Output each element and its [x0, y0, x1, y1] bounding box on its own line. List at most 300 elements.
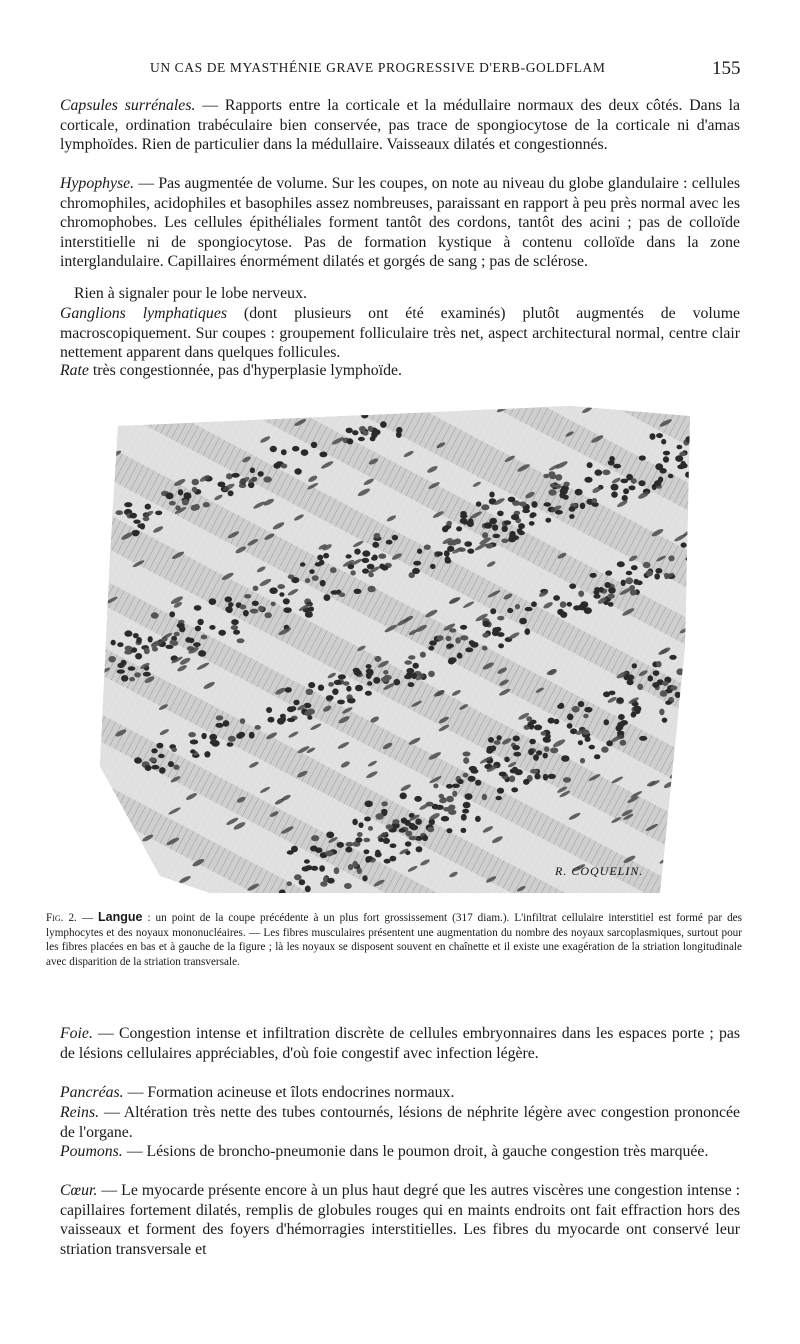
cell-nucleus — [482, 794, 487, 801]
paragraph-foie — [60, 1024, 740, 1063]
cell-nucleus — [347, 698, 353, 703]
cell-nucleus — [346, 428, 353, 434]
cell-nucleus — [166, 493, 174, 500]
cell-nucleus — [428, 646, 434, 651]
cell-nucleus — [250, 609, 258, 614]
cell-nucleus — [414, 796, 422, 802]
cell-nucleus — [285, 687, 292, 693]
cell-nucleus — [550, 747, 558, 753]
cell-nucleus — [190, 740, 198, 745]
cell-nucleus — [324, 594, 331, 601]
paragraph-body: — Pas augmentée de volume. Sur les coupes, on note au niveau du globe glandulaire : cellules chromophiles, acidophiles et basophiles assez nombreuses, paraissant en rapport à peu près normal avec les chromophobes. Les cellules épithéliales forment tantôt des cordons, tantôt des acini ; pas de colloïde interstitielle ni de spongiocytose. Pas de formation kystique à contenu colloïde dans la zone interglandulaire. Capillaires énormément dilatés et gorgés de sang ; pas de sclérose. — [60, 175, 740, 270]
cell-nucleus — [197, 619, 203, 625]
cell-nucleus — [658, 477, 663, 483]
cell-nucleus — [286, 881, 292, 886]
cell-nucleus — [463, 752, 471, 757]
cell-nucleus — [569, 506, 576, 512]
paragraph-lead: Foie. — [60, 1025, 93, 1042]
cell-nucleus — [332, 688, 338, 695]
cell-nucleus — [482, 532, 488, 538]
cell-nucleus — [362, 558, 370, 563]
cell-nucleus — [617, 561, 625, 567]
cell-nucleus — [231, 473, 239, 478]
cell-nucleus — [515, 604, 520, 609]
cell-nucleus — [266, 707, 272, 713]
cell-nucleus — [626, 571, 633, 575]
cell-nucleus — [584, 707, 592, 713]
cell-nucleus — [390, 856, 397, 862]
cell-nucleus — [182, 499, 189, 505]
cell-nucleus — [378, 554, 386, 559]
cell-nucleus — [292, 446, 299, 452]
cell-nucleus — [381, 801, 388, 806]
cell-nucleus — [534, 773, 540, 779]
cell-nucleus — [578, 591, 584, 597]
cell-nucleus — [368, 586, 376, 593]
cell-nucleus — [343, 681, 350, 685]
cell-nucleus — [662, 718, 668, 723]
cell-nucleus — [354, 589, 362, 594]
cell-nucleus — [483, 621, 490, 627]
cell-nucleus — [648, 675, 654, 681]
cell-nucleus — [544, 746, 549, 752]
cell-nucleus — [287, 706, 295, 712]
cell-nucleus — [358, 437, 365, 441]
sarcoplasmic-nucleus — [671, 774, 682, 782]
cell-nucleus — [312, 575, 319, 581]
cell-nucleus — [283, 607, 291, 613]
cell-nucleus — [223, 720, 230, 727]
cell-nucleus — [143, 517, 150, 522]
cell-nucleus — [111, 640, 116, 646]
cell-nucleus — [573, 605, 580, 610]
cell-nucleus — [631, 478, 637, 484]
cell-nucleus — [545, 734, 550, 739]
cell-nucleus — [156, 743, 163, 749]
cell-nucleus — [605, 570, 612, 575]
cell-nucleus — [496, 735, 501, 740]
paragraph-body: — Rapports entre la corticale et la médullaire normaux des deux côtés. Dans la corticale, ordination trabéculaire bien conservée, pas trace de spongiocytose de la corticale ni d'amas lymphoïdes. Rien de particulier dans la médullaire. Vaisseaux dilatés et congestionnés. — [60, 97, 740, 153]
cell-nucleus — [496, 796, 502, 800]
cell-nucleus — [526, 716, 532, 721]
cell-nucleus — [396, 432, 402, 438]
cell-nucleus — [549, 474, 556, 479]
cell-nucleus — [681, 542, 687, 547]
cell-nucleus — [109, 656, 116, 662]
cell-nucleus — [530, 769, 538, 774]
cell-nucleus — [631, 712, 637, 718]
cell-nucleus — [464, 541, 472, 547]
paragraph-body: — Altération très nette des tubes contournés, lésions de néphrite légère avec congestion prononcée de l'organe. — [60, 1104, 740, 1141]
cell-nucleus — [253, 586, 259, 591]
cell-nucleus — [497, 616, 504, 621]
cell-nucleus — [580, 503, 586, 510]
cell-nucleus — [304, 859, 310, 863]
cell-nucleus — [590, 573, 597, 578]
cell-nucleus — [392, 535, 398, 541]
cell-nucleus — [209, 625, 215, 630]
cell-nucleus — [638, 480, 645, 486]
tongue-section-illustration — [100, 406, 692, 893]
cell-nucleus — [124, 630, 132, 636]
cell-nucleus — [354, 549, 360, 555]
cell-nucleus — [390, 843, 397, 848]
cell-nucleus — [374, 533, 381, 539]
cell-nucleus — [632, 663, 637, 668]
cell-nucleus — [460, 511, 467, 516]
cell-nucleus — [368, 826, 373, 831]
cell-nucleus — [355, 685, 363, 692]
cell-nucleus — [567, 723, 573, 729]
cell-nucleus — [386, 824, 394, 829]
cell-nucleus — [470, 642, 478, 648]
cell-nucleus — [529, 521, 535, 526]
cell-nucleus — [210, 740, 215, 744]
sarcoplasmic-nucleus — [678, 824, 691, 834]
cell-nucleus — [584, 477, 592, 483]
paragraph-body: très congestionnée, pas d'hyperplasie lymphoïde. — [88, 362, 402, 379]
cell-nucleus — [655, 463, 663, 470]
cell-nucleus — [174, 765, 180, 770]
cell-nucleus — [226, 473, 233, 479]
cell-nucleus — [637, 684, 643, 690]
cell-nucleus — [475, 816, 481, 822]
cell-nucleus — [468, 776, 476, 782]
cell-nucleus — [653, 670, 660, 676]
cell-nucleus — [201, 635, 208, 640]
cell-nucleus — [517, 528, 523, 534]
cell-nucleus — [250, 467, 255, 473]
cell-nucleus — [367, 681, 372, 686]
cell-nucleus — [512, 745, 520, 750]
cell-nucleus — [452, 784, 460, 788]
cell-nucleus — [178, 489, 183, 495]
cell-nucleus — [201, 733, 206, 739]
cell-nucleus — [409, 836, 417, 841]
cell-nucleus — [195, 626, 201, 632]
cell-nucleus — [280, 716, 286, 723]
cell-nucleus — [456, 526, 462, 531]
cell-nucleus — [124, 502, 132, 507]
cell-nucleus — [446, 521, 452, 526]
cell-nucleus — [422, 835, 428, 841]
cell-nucleus — [452, 791, 457, 797]
cell-nucleus — [318, 685, 324, 691]
cell-nucleus — [171, 748, 177, 753]
paragraph-body: — Le myocarde présente encore à un plus haut degré que les autres viscères une congestion intense : capillaires fortement dilatés, remplis de globules rouges qui en maints endroits ont fait effraction hors des vaisseaux et forment des foyers d'hémorragies interstitielles. Les fibres du myocarde ont conservé leur striation transversale et — [60, 1182, 740, 1258]
cell-nucleus — [569, 514, 574, 519]
cell-nucleus — [287, 718, 295, 722]
cell-nucleus — [550, 483, 556, 488]
cell-nucleus — [215, 723, 223, 728]
cell-nucleus — [620, 479, 628, 484]
cell-nucleus — [569, 583, 576, 589]
cell-nucleus — [484, 522, 492, 528]
cell-nucleus — [357, 832, 363, 837]
cell-nucleus — [383, 670, 388, 675]
cell-nucleus — [365, 691, 372, 696]
cell-nucleus — [117, 669, 125, 673]
cell-nucleus — [225, 606, 232, 612]
cell-nucleus — [404, 660, 412, 664]
cell-nucleus — [557, 704, 564, 709]
cell-nucleus — [548, 718, 555, 724]
cell-nucleus — [334, 680, 342, 685]
cell-nucleus — [405, 831, 412, 837]
cell-nucleus — [293, 700, 299, 706]
cell-nucleus — [529, 514, 535, 519]
cell-nucleus — [227, 742, 234, 747]
cell-nucleus — [519, 618, 527, 625]
cell-nucleus — [553, 595, 560, 601]
cell-nucleus — [192, 487, 198, 492]
paragraph-hypophyse — [60, 174, 740, 272]
cell-nucleus — [607, 593, 614, 598]
cell-nucleus — [151, 612, 159, 618]
cell-nucleus — [488, 737, 494, 743]
figure-subject: Langue — [98, 910, 143, 924]
cell-nucleus — [504, 757, 509, 763]
cell-nucleus — [311, 442, 317, 448]
cell-nucleus — [656, 433, 663, 438]
cell-nucleus — [125, 646, 133, 652]
paragraph-body: Rien à signaler pour le lobe nerveux. — [74, 285, 307, 302]
cell-nucleus — [184, 493, 192, 499]
cell-nucleus — [400, 793, 407, 800]
cell-nucleus — [570, 728, 577, 734]
cell-nucleus — [448, 805, 455, 810]
cell-nucleus — [611, 484, 619, 491]
paragraph-lead: Rate — [60, 362, 89, 379]
cell-nucleus — [362, 550, 370, 556]
cell-nucleus — [269, 587, 277, 594]
cell-nucleus — [461, 814, 467, 821]
cell-nucleus — [367, 669, 373, 676]
cell-nucleus — [310, 846, 318, 852]
cell-nucleus — [417, 549, 422, 554]
cell-nucleus — [306, 689, 314, 695]
cell-nucleus — [346, 554, 352, 558]
cell-nucleus — [194, 504, 200, 510]
cell-nucleus — [302, 866, 310, 871]
cell-nucleus — [444, 550, 450, 557]
cell-nucleus — [148, 636, 153, 642]
cell-nucleus — [461, 828, 467, 833]
cell-nucleus — [311, 835, 319, 841]
cell-nucleus — [204, 751, 210, 757]
cell-nucleus — [228, 736, 236, 742]
cell-nucleus — [499, 772, 507, 777]
cell-nucleus — [663, 456, 669, 462]
cell-nucleus — [169, 611, 175, 617]
cell-nucleus — [531, 601, 537, 607]
cell-nucleus — [373, 677, 380, 684]
cell-nucleus — [301, 449, 309, 456]
cell-nucleus — [575, 489, 583, 496]
cell-nucleus — [281, 464, 288, 469]
cell-nucleus — [348, 864, 353, 870]
cell-nucleus — [611, 491, 618, 497]
paragraph-reins — [60, 1103, 740, 1142]
cell-nucleus — [158, 754, 165, 758]
cell-nucleus — [508, 497, 516, 503]
cell-nucleus — [330, 567, 337, 573]
cell-nucleus — [527, 722, 532, 727]
cell-nucleus — [258, 606, 264, 612]
cell-nucleus — [665, 701, 672, 705]
cell-nucleus — [368, 426, 373, 432]
cell-nucleus — [578, 740, 583, 745]
cell-nucleus — [584, 607, 592, 614]
cell-nucleus — [541, 731, 547, 735]
cell-nucleus — [623, 488, 629, 494]
artist-signature: R. COQUELIN. — [555, 864, 644, 878]
cell-nucleus — [288, 575, 295, 580]
cell-nucleus — [428, 671, 435, 677]
cell-nucleus — [151, 765, 159, 770]
cell-nucleus — [373, 429, 380, 435]
cell-nucleus — [384, 675, 392, 680]
cell-nucleus — [225, 596, 233, 602]
cell-nucleus — [447, 644, 454, 649]
cell-nucleus — [328, 682, 334, 687]
paragraph-rate — [60, 361, 740, 381]
cell-nucleus — [217, 482, 225, 488]
paragraph-body: — Formation acineuse et îlots endocrines normaux. — [123, 1084, 455, 1101]
cell-nucleus — [481, 504, 489, 510]
cell-nucleus — [580, 758, 585, 764]
cell-nucleus — [174, 632, 180, 637]
cell-nucleus — [555, 484, 561, 489]
cell-nucleus — [633, 706, 641, 712]
cell-nucleus — [233, 630, 240, 635]
cell-nucleus — [663, 451, 670, 456]
paragraph-lead: Capsules surrénales. — [60, 97, 196, 114]
paragraph-lead: Hypophyse. — [60, 175, 135, 192]
cell-nucleus — [410, 825, 418, 831]
cell-nucleus — [366, 664, 372, 669]
cell-nucleus — [504, 520, 511, 525]
cell-nucleus — [165, 645, 173, 649]
cell-nucleus — [240, 718, 245, 724]
cell-nucleus — [561, 755, 569, 762]
cell-nucleus — [486, 748, 493, 754]
cell-nucleus — [492, 524, 498, 531]
cell-nucleus — [325, 850, 333, 856]
cell-nucleus — [249, 732, 255, 739]
cell-nucleus — [485, 543, 493, 548]
cell-nucleus — [344, 883, 352, 889]
page-number: 155 — [712, 58, 741, 79]
cell-nucleus — [420, 652, 426, 658]
cell-nucleus — [533, 754, 539, 761]
cell-nucleus — [151, 748, 157, 753]
cell-nucleus — [194, 605, 202, 611]
cell-nucleus — [375, 850, 380, 855]
cell-nucleus — [381, 809, 387, 814]
cell-nucleus — [265, 612, 272, 618]
cell-nucleus — [294, 468, 301, 474]
cell-nucleus — [315, 562, 322, 566]
cell-nucleus — [159, 767, 166, 774]
cell-nucleus — [689, 476, 693, 481]
cell-nucleus — [169, 501, 176, 506]
cell-nucleus — [263, 476, 271, 482]
cell-nucleus — [363, 838, 370, 843]
cell-nucleus — [188, 732, 196, 737]
cell-nucleus — [439, 798, 447, 803]
paragraph-pancreas — [60, 1083, 740, 1103]
cell-nucleus — [554, 719, 560, 725]
cell-nucleus — [677, 445, 683, 450]
cell-nucleus — [436, 805, 444, 810]
cell-nucleus — [668, 555, 674, 561]
cell-nucleus — [401, 818, 407, 824]
cell-nucleus — [567, 714, 573, 721]
cell-nucleus — [130, 513, 137, 519]
cell-nucleus — [437, 635, 444, 641]
paragraph-lead: Poumons. — [60, 1143, 123, 1160]
cell-nucleus — [490, 608, 496, 614]
cell-nucleus — [595, 469, 603, 475]
cell-nucleus — [468, 518, 474, 525]
cell-nucleus — [339, 593, 345, 598]
cell-nucleus — [482, 633, 489, 638]
cell-nucleus — [424, 545, 431, 550]
cell-nucleus — [379, 408, 386, 413]
cell-nucleus — [218, 630, 226, 636]
cell-nucleus — [529, 739, 536, 745]
cell-nucleus — [331, 590, 339, 595]
cell-nucleus — [497, 788, 504, 794]
cell-nucleus — [599, 587, 604, 592]
cell-nucleus — [446, 784, 453, 789]
cell-nucleus — [676, 668, 684, 675]
cell-nucleus — [203, 502, 210, 507]
cell-nucleus — [323, 553, 329, 559]
cell-nucleus — [408, 682, 415, 687]
cell-nucleus — [307, 715, 312, 719]
cell-nucleus — [405, 841, 412, 846]
cell-nucleus — [675, 455, 683, 462]
cell-nucleus — [169, 640, 176, 645]
cell-nucleus — [129, 677, 135, 681]
cell-nucleus — [270, 446, 277, 452]
cell-nucleus — [305, 578, 310, 583]
cell-nucleus — [654, 573, 660, 579]
cell-nucleus — [352, 430, 358, 435]
cell-nucleus — [305, 886, 311, 893]
cell-nucleus — [134, 757, 142, 763]
sarcoplasmic-nucleus — [105, 409, 116, 417]
cell-nucleus — [381, 565, 388, 570]
cell-nucleus — [467, 549, 474, 554]
cell-nucleus — [367, 856, 373, 861]
cell-nucleus — [639, 455, 646, 460]
cell-nucleus — [446, 828, 452, 833]
cell-nucleus — [601, 746, 608, 752]
cell-nucleus — [548, 489, 556, 495]
cell-nucleus — [386, 540, 393, 545]
cell-nucleus — [613, 464, 621, 469]
cell-nucleus — [136, 637, 142, 643]
cell-nucleus — [620, 740, 627, 746]
cell-nucleus — [252, 601, 259, 606]
cell-nucleus — [618, 714, 625, 720]
cell-nucleus — [508, 536, 516, 542]
cell-nucleus — [399, 828, 406, 832]
cell-nucleus — [563, 482, 569, 487]
